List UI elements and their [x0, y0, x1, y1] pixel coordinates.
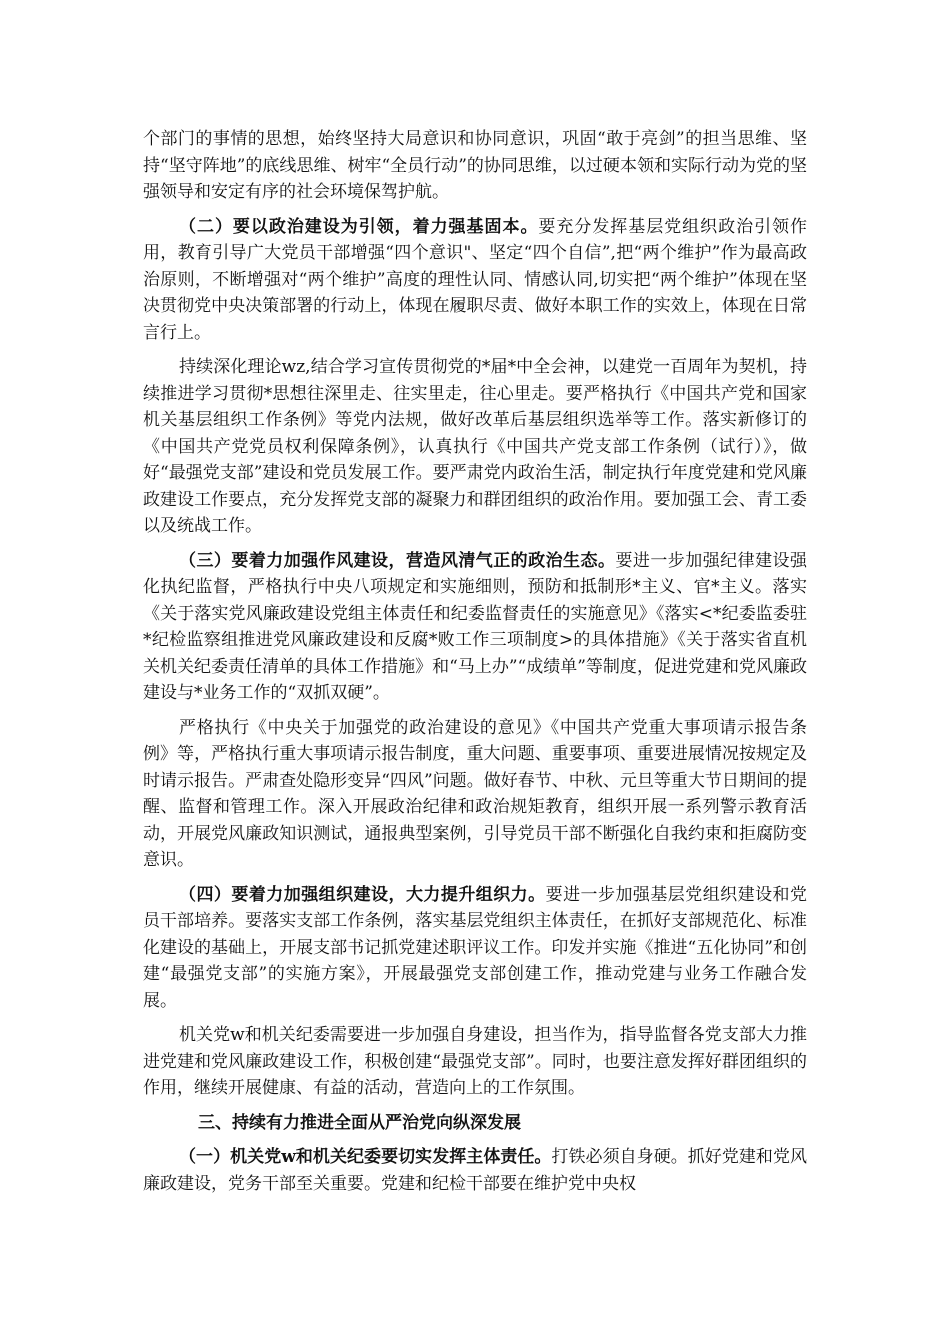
- paragraph-reporting: [143, 715, 807, 874]
- paragraph-body: 个部门的事情的思想，始终坚持大局意识和协同意识，巩固“敢于亮剑”的担当思维、坚持“坚守阵地”的底线思维、树牢“全员行动”的协同思维，以过硬本领和实际行动为党的坚强领导和安定有序的社会环境保驾护航。: [143, 129, 807, 202]
- paragraph-body: 严格执行《中央关于加强党的政治建设的意见》《中国共产党重大事项请示报告条例》等，严格执行重大事项请示报告制度，重大问题、重要事项、重要进展情况按规定及时请示报告。严肃查处隐形变异“四风”问题。做好春节、中秋、元旦等重大节日期间的提醒、监督和管理工作。深入开展政治纪律和政治规矩教育，组织开展一系列警示教育活动，开展党风廉政知识测试，通报典型案例，引导党员干部不断强化自我约束和拒腐防变意识。: [143, 717, 807, 870]
- paragraph-body: 打铁必须自身硬。抓好党建和党风廉政建设，党务干部至关重要。党建和纪检干部要在维护党中央权: [143, 1147, 807, 1194]
- paragraph-lead: （二）要以政治建设为引领，着力强基固本。: [179, 216, 539, 237]
- paragraph-self-building: [143, 1022, 807, 1102]
- paragraph-body: 持续深化理论wz,结合学习宣传贯彻党的*届*中全会神，以建党一百周年为契机，持续推进学习贯彻*思想往深里走、往实里走，往心里走。要严格执行《中国共产党和国家机关基层组织工作条例》等党内法规，做好改革后基层组织选举等工作。落实新修订的《中国共产党党员权利保障条例》，认真执行《中国共产党支部工作条例（试行）》，做好“最强党支部”建设和党员发展工作。要严肃党内政治生活，制定执行年度党建和党风廉政建设工作要点，充分发挥党支部的凝聚力和群团组织的政治作用。要加强工会、青工委以及统战工作。: [143, 357, 807, 536]
- paragraph-organization-building: [143, 882, 807, 1015]
- paragraph-body: 要进一步加强纪律建设强化执纪监督，严格执行中央八项规定和实施细则，预防和抵制形*主义、官*主义。落实《关于落实党风廉政建设党组主体责任和纪委监督责任的实施意见》《落实<*纪委监委驻*纪检监察组推进党风廉政建设和反腐*败工作三项制度>的具体措施》《关于落实省直机关机关纪委责任清单的具体工作措施》和“马上办”“成绩单”等制度，促进党建和党风廉政建设与*业务工作的“双抓双硬”。: [143, 550, 808, 703]
- paragraph-main-responsibility: [143, 1144, 807, 1197]
- paragraph-theory-study: [143, 354, 807, 540]
- paragraph-lead: （一）机关党w和机关纪委要切实发挥主体责任。: [179, 1147, 552, 1167]
- paragraph-body: 要进一步加强基层党组织建设和党员干部培养。要落实支部工作条例，落实基层党组织主体责任，在抓好支部规范化、标准化建设的基础上，开展支部书记抓党建述职评议工作。印发并实施《推进“五化协同”和创建“最强党支部”的实施方案》，开展最强党支部创建工作，推动党建与业务工作融合发展。: [143, 884, 808, 1011]
- section-heading: 三、持续有力推进全面从严治党向纵深发展: [198, 1112, 521, 1133]
- paragraph-political-building: [143, 214, 807, 347]
- paragraph-continuation: [143, 126, 807, 206]
- paragraph-style-building: [143, 548, 807, 707]
- paragraph-lead: （四）要着力加强组织建设，大力提升组织力。: [179, 884, 546, 905]
- paragraph-body: 要充分发挥基层党组织政治引领作用，教育引导广大党员干部增强“四个意识"、坚定“四个自信”,把“两个维护”作为最高政治原则，不断增强对“两个维护”高度的理性认同、情感认同,切实把“两个维护”体现在坚决贯彻党中央决策部署的行动上，体现在履职尽责、做好本职工作的实效上，体现在日常言行上。: [143, 216, 808, 343]
- paragraph-lead: （三）要着力加强作风建设，营造风清气正的政治生态。: [179, 550, 616, 571]
- paragraph-body: 机关党w和机关纪委需要进一步加强自身建设，担当作为，指导监督各党支部大力推进党建和党风廉政建设工作，积极创建“最强党支部”。同时，也要注意发挥好群团组织的作用，继续开展健康、有益的活动，营造向上的工作氛围。: [143, 1025, 807, 1098]
